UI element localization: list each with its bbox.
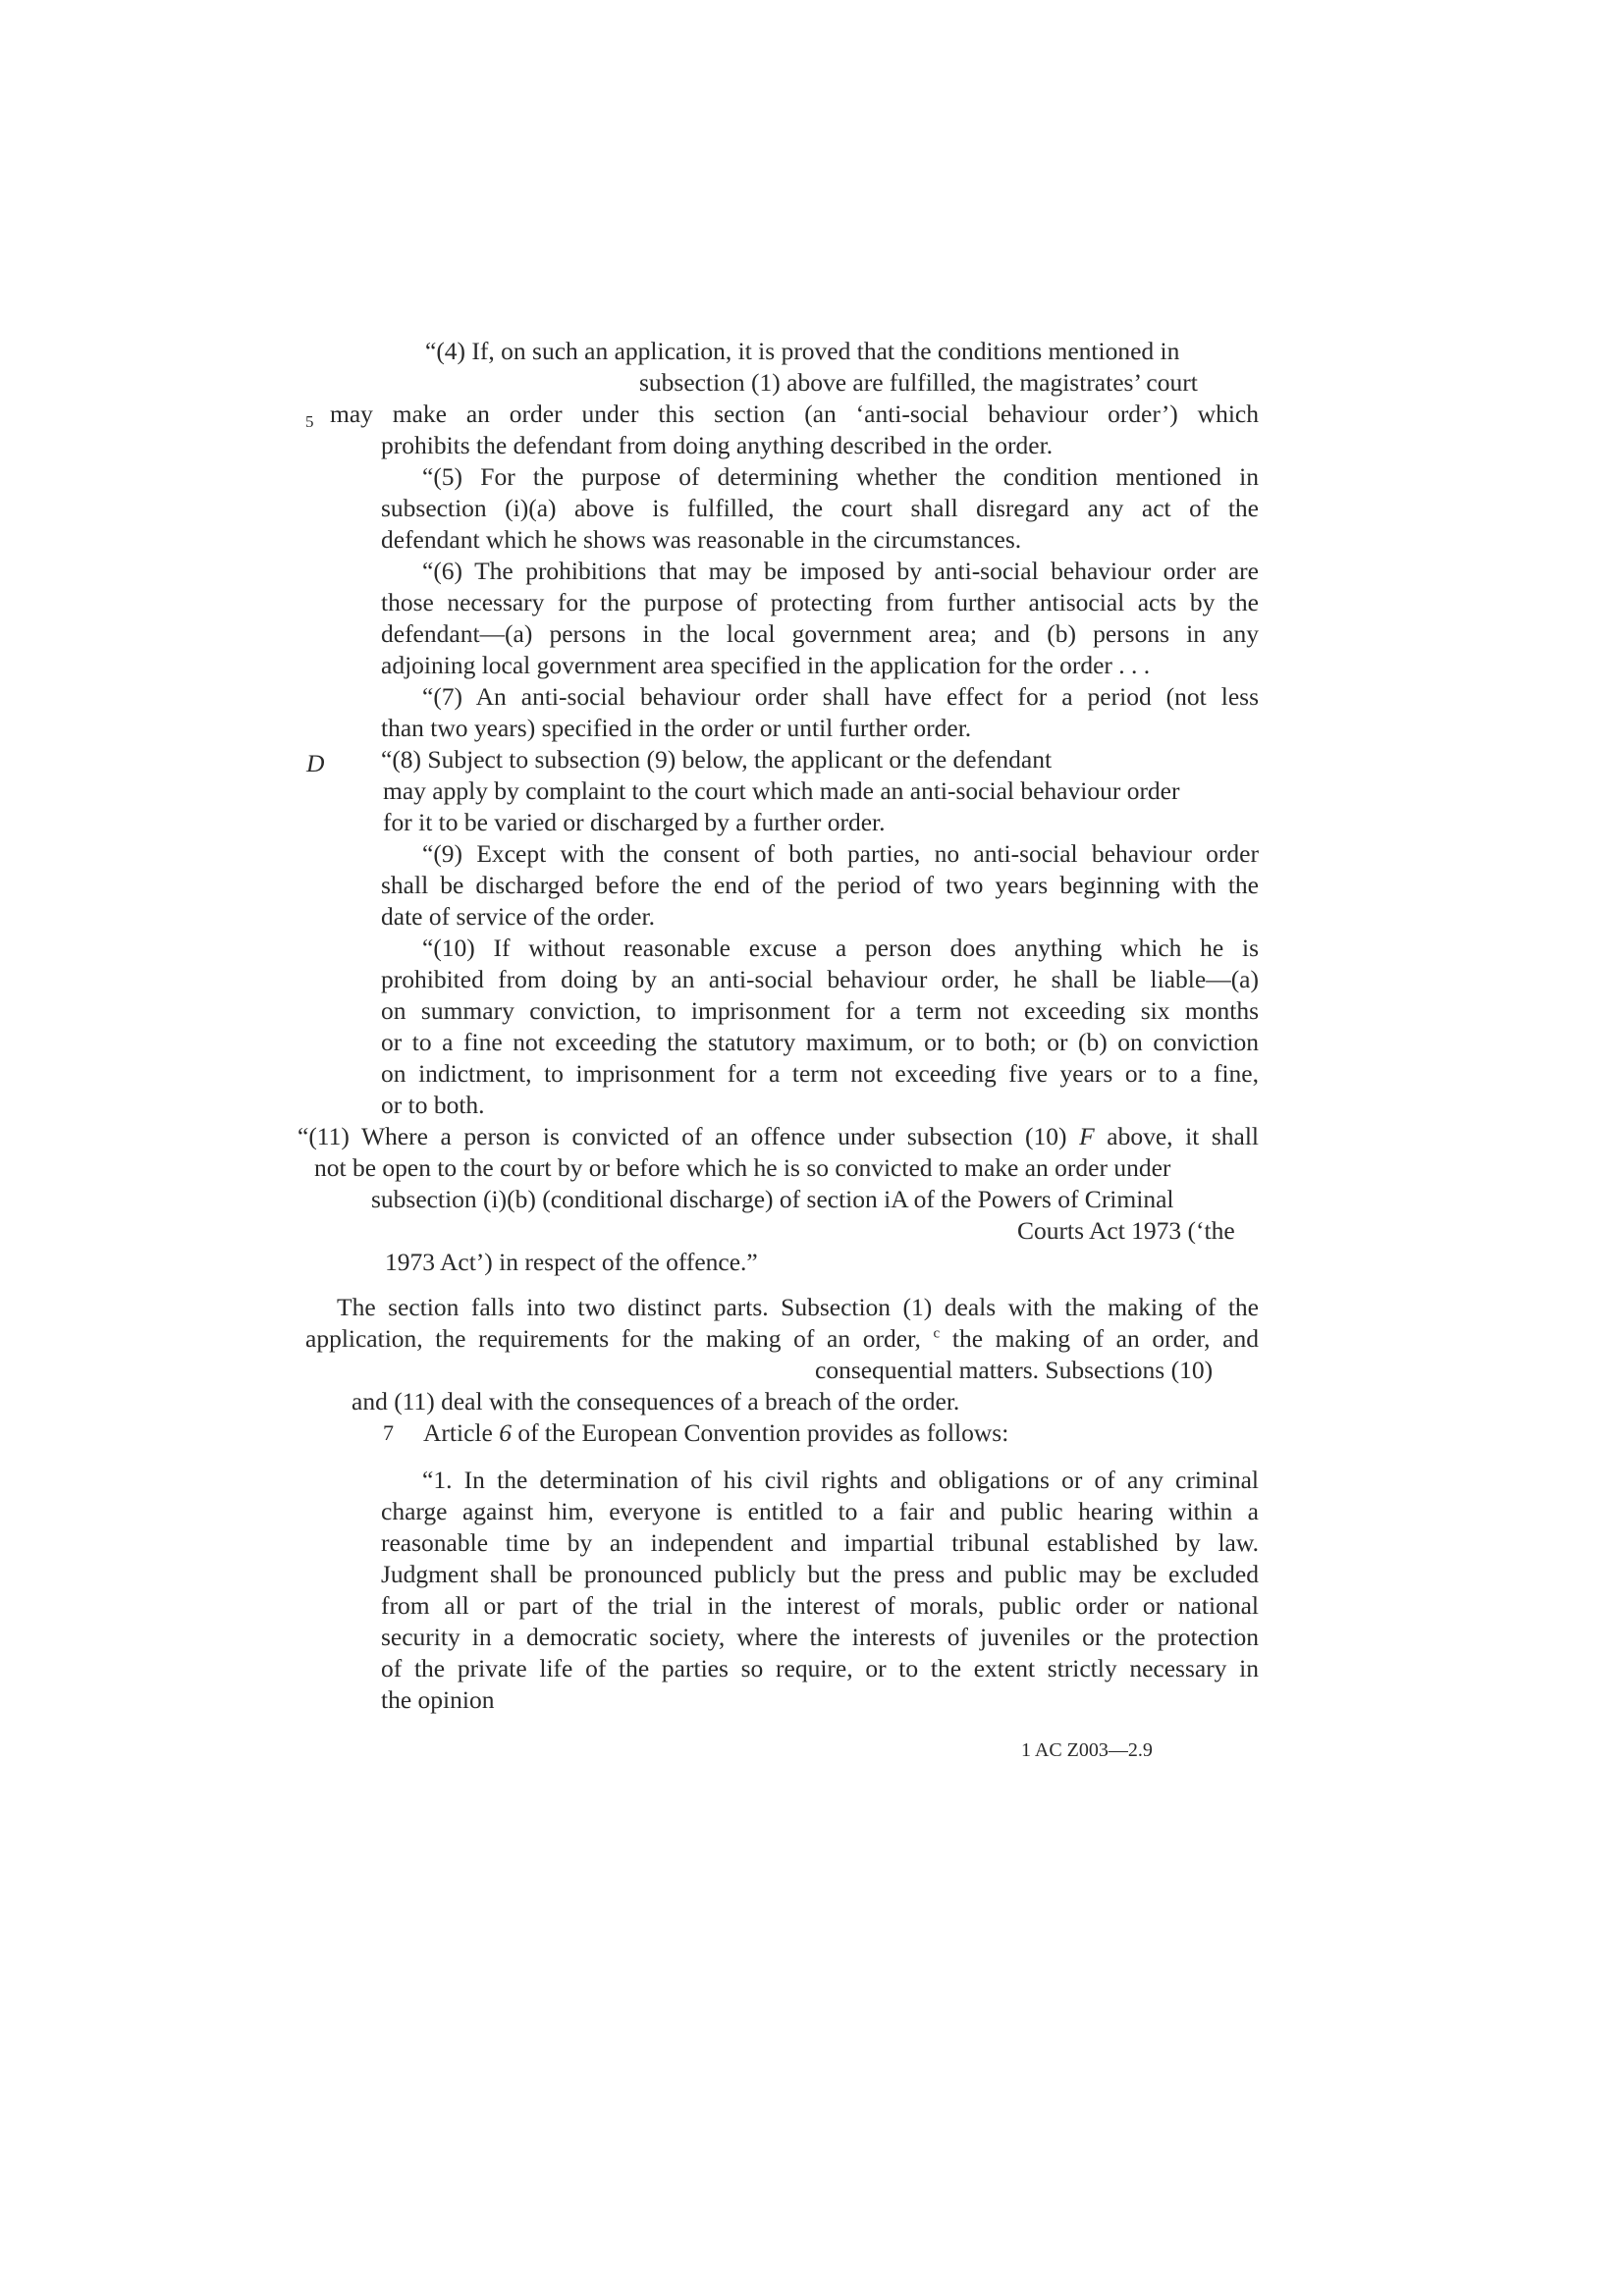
text-line: prohibited from doing by an anti-social behaviour order, he shall be liable—(a) [381, 965, 1259, 993]
text-line: The section falls into two distinct parts. Subsection (1) deals with the making of the [337, 1293, 1259, 1321]
text-line: adjoining local government area specified in the application for the order . . . [381, 651, 1151, 679]
text-line: “(8) Subject to subsection (9) below, the applicant or the defendant [381, 745, 1053, 774]
text-line [423, 1417, 1008, 1449]
text-line: not be open to the court by or before which he is so convicted to make an order under [314, 1153, 1171, 1182]
text-line [298, 1121, 1259, 1152]
text-line: defendant which he shows was reasonable in the circumstances. [381, 525, 1022, 554]
text-line: or to both. [381, 1091, 485, 1119]
text-line: “(7) An anti-social behaviour order shall have effect for a period (not less [422, 682, 1259, 711]
text-line: subsection (i)(a) above is fulfilled, the court shall disregard any act of the [381, 494, 1259, 522]
text-segment: the making of an order, and [951, 1324, 1259, 1353]
text-line: than two years) specified in the order or until further order. [381, 714, 972, 742]
text-line: on summary conviction, to imprisonment for a term not exceeding six months [381, 996, 1259, 1025]
text-line: “(10) If without reasonable excuse a person does anything which he is [422, 934, 1259, 962]
text-line: on indictment, to imprisonment for a term not exceeding five years or to a fine, [381, 1059, 1259, 1088]
text-line: or to a fine not exceeding the statutory maximum, or to both; or (b) on conviction [381, 1028, 1259, 1056]
margin-line-number: 5 [305, 412, 314, 431]
text-line: charge against him, everyone is entitled to a fair and public hearing within a [381, 1497, 1259, 1525]
text-line: may apply by complaint to the court which made an anti-social behaviour order [383, 776, 1180, 805]
text-line: “1. In the determination of his civil rights and obligations or of any criminal [422, 1466, 1259, 1494]
text-line [305, 1323, 1259, 1355]
text-line: subsection (i)(b) (conditional discharge) of section iA of the Powers of Criminal [371, 1185, 1174, 1213]
text-line: “(5) For the purpose of determining whether the condition mentioned in [422, 462, 1259, 491]
text-segment: application, the requirements for the making of an order, [305, 1324, 921, 1353]
text-segment: above, it shall [1107, 1122, 1260, 1150]
text-line: prohibits the defendant from doing anything described in the order. [381, 431, 1054, 459]
text-line: security in a democratic society, where the interests of juveniles or the protection [381, 1623, 1259, 1651]
text-line: “(9) Except with the consent of both parties, no anti-social behaviour order [422, 839, 1259, 868]
margin-letter-c: c [933, 1325, 941, 1342]
article-number: 6 [499, 1418, 512, 1447]
page-footer-citation: 1 AC Z003—2.9 [1021, 1739, 1153, 1761]
text-line: may make an order under this section (an ‘anti-social behaviour order’) which [330, 400, 1259, 428]
text-line: reasonable time by an independent and impartial tribunal established by law. [381, 1528, 1259, 1557]
text-segment: Article [423, 1418, 493, 1447]
text-line: defendant—(a) persons in the local government area; and (b) persons in any [381, 619, 1259, 648]
margin-letter-d: D [306, 749, 325, 777]
text-line: for it to be varied or discharged by a further order. [383, 808, 886, 836]
text-line: Judgment shall be pronounced publicly but the press and public may be excluded [381, 1560, 1259, 1588]
text-line: consequential matters. Subsections (10) [815, 1356, 1214, 1384]
text-line: and (11) deal with the consequences of a breach of the order. [352, 1387, 960, 1415]
text-line: 1973 Act’) in respect of the offence.” [385, 1248, 758, 1276]
text-line: shall be discharged before the end of the period of two years beginning with the [381, 871, 1259, 899]
text-line: those necessary for the purpose of protecting from further antisocial acts by the [381, 588, 1259, 616]
text-line: “(4) If, on such an application, it is proved that the conditions mentioned in [425, 337, 1180, 365]
text-line: of the private life of the parties so require, or to the extent strictly necessary in [381, 1654, 1259, 1682]
text-segment: of the European Convention provides as follows: [517, 1418, 1009, 1447]
text-line: subsection (1) above are fulfilled, the magistrates’ court [639, 368, 1198, 397]
margin-letter-f: F [1079, 1122, 1095, 1150]
text-line: from all or part of the trial in the interest of morals, public order or national [381, 1591, 1259, 1620]
text-segment: “(11) Where a person is convicted of an offence under subsection (10) [298, 1122, 1067, 1150]
paragraph-number: 7 [383, 1420, 394, 1445]
text-line: date of service of the order. [381, 902, 655, 931]
text-line: Courts Act 1973 (‘the [1017, 1216, 1235, 1245]
text-line: “(6) The prohibitions that may be imposed by anti-social behaviour order are [422, 557, 1259, 585]
text-line: the opinion [381, 1685, 495, 1714]
